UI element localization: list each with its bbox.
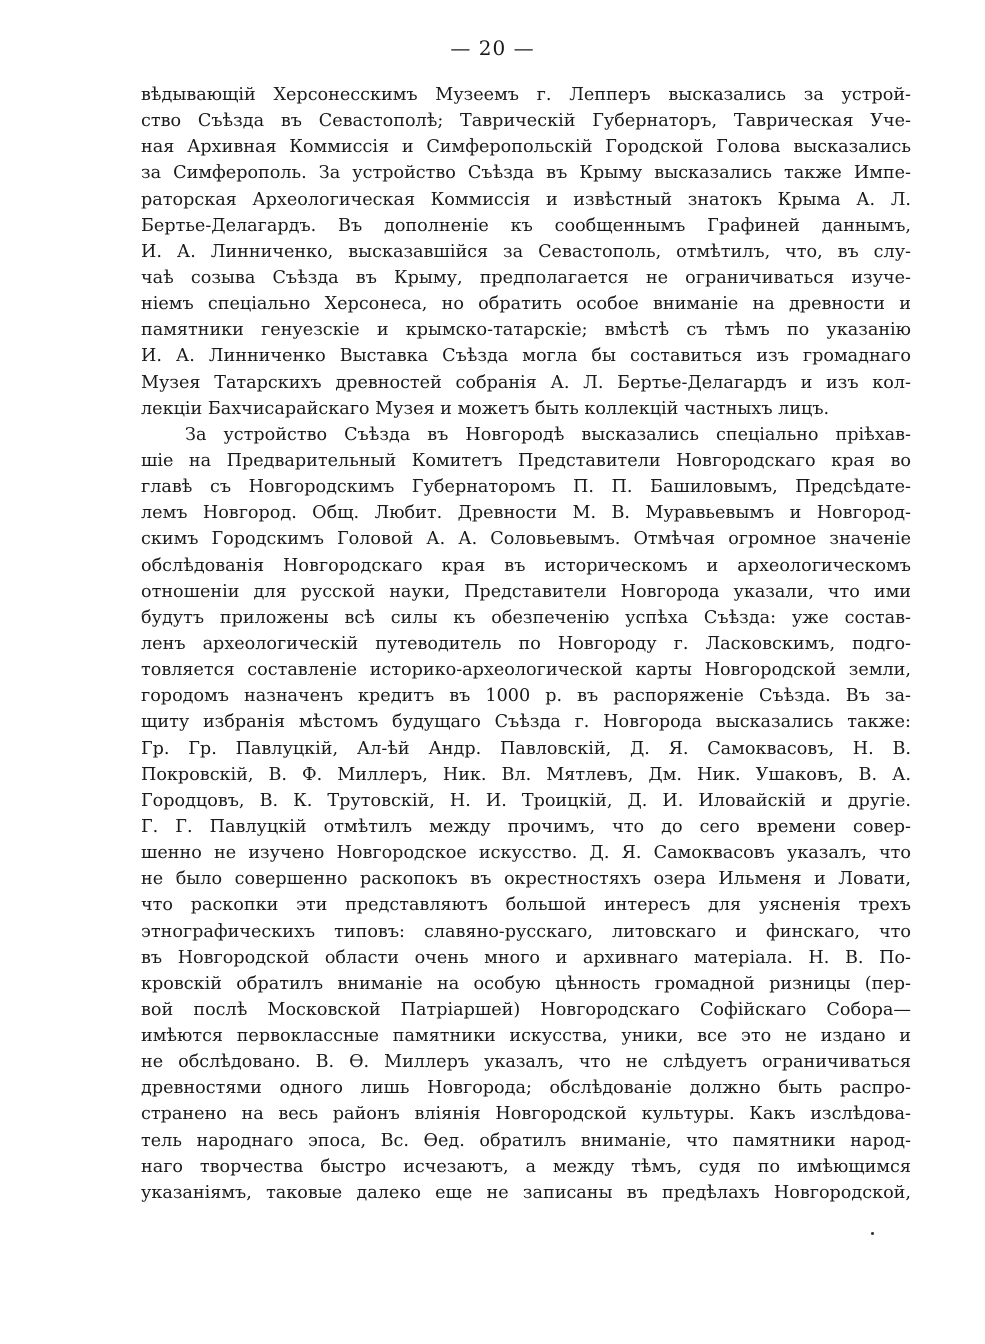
text-line: кровскій обратилъ вниманіе на особую цѣнность громадной ризницы (пер- (141, 973, 911, 994)
text-line: шенно не изучено Новгородское искусство. Д. Я. Самоквасовъ указалъ, что (141, 843, 911, 864)
text-line: Покровскій, В. Ф. Миллеръ, Ник. Вл. Мятлевъ, Дм. Ник. Ушаковъ, В. А. (141, 764, 911, 785)
text-line: товляется составленіе историко-археологической карты Новгородской земли, (141, 660, 911, 681)
text-line: Музея Татарскихъ древностей собранія А. Л. Бертье-Делагардъ и изъ кол- (141, 372, 911, 393)
text-line: ная Архивная Коммиссія и Симферопольскій Городской Голова высказались (141, 137, 911, 158)
text-line: ніемъ спеціально Херсонеса, но обратить особое вниманіе на древности и (141, 294, 911, 315)
text-line: обслѣдованія Новгородскаго края въ историческомъ и археологическомъ (141, 555, 911, 576)
text-line: вой послѣ Московской Патріаршей) Новгородскаго Софійскаго Собора— (141, 999, 911, 1020)
text-line: не обслѣдовано. В. Ѳ. Миллеръ указалъ, что не слѣдуетъ ограничиваться (141, 1052, 911, 1073)
text-line: ство Съѣзда въ Севастополѣ; Таврическій Губернаторъ, Таврическая Уче- (141, 111, 911, 132)
text-line: отношеніи для русской науки, Представители Новгорода указали, что ими (141, 581, 911, 602)
text-line: въ Новгородской области очень много и архивнаго матеріала. Н. В. По- (141, 947, 911, 968)
text-line: Г. Г. Павлуцкій отмѣтилъ между прочимъ, что до сего времени совер- (141, 816, 911, 837)
text-line: И. А. Линниченко, высказавшійся за Севастополь, отмѣтилъ, что, въ слу- (141, 241, 911, 262)
text-line: За устройство Съѣзда въ Новгородѣ высказались спеціально пріѣхав- (185, 424, 911, 445)
text-line: наго творчества быстро исчезаютъ, а между тѣмъ, судя по имѣющимся (141, 1156, 911, 1177)
text-line: городомъ назначенъ кредитъ въ 1000 р. въ распоряженіе Съѣзда. Въ за- (141, 686, 911, 707)
text-line: этнографическихъ типовъ: славяно-русскаго, литовскаго и финскаго, что (141, 921, 911, 942)
text-line: Гр. Гр. Павлуцкій, Ал-ѣй Андр. Павловскій, Д. Я. Самоквасовъ, Н. В. (141, 738, 911, 759)
text-line: что раскопки эти представляютъ большой интересъ для уясненія трехъ (141, 895, 911, 916)
text-line: чаѣ созыва Съѣзда въ Крыму, предполагается не ограничиваться изуче- (141, 267, 911, 288)
text-line: имѣются первоклассные памятники искусства, уники, все это не издано и (141, 1026, 911, 1047)
page-number: — 20 — (450, 36, 535, 60)
paragraph (141, 422, 911, 1206)
text-line: Городцовъ, В. К. Трутовскій, Н. И. Троицкій, Д. И. Иловайскій и другіе. (141, 790, 911, 811)
text-line: не было совершенно раскопокъ въ окрестностяхъ озера Ильменя и Ловати, (141, 869, 911, 890)
text-line: древностями одного лишь Новгорода; обслѣдованіе должно быть распро- (141, 1078, 911, 1099)
text-line: памятники генуезскіе и крымско-татарскіе; вмѣстѣ съ тѣмъ по указанію (141, 320, 911, 341)
text-line: раторская Археологическая Коммиссія и извѣстный знатокъ Крыма А. Л. (141, 189, 911, 210)
text-line: ленъ археологическій путеводитель по Новгороду г. Ласковскимъ, подго- (141, 633, 911, 654)
text-line: скимъ Городскимъ Головой А. А. Соловьевымъ. Отмѣчая огромное значеніе (141, 529, 911, 550)
text-line: будутъ приложены всѣ силы къ обезпеченію успѣха Съѣзда: уже состав- (141, 607, 911, 628)
text-line: И. А. Линниченко Выставка Съѣзда могла бы составиться изъ громаднаго (141, 346, 911, 367)
body-text (141, 82, 911, 1206)
paragraph (141, 82, 911, 422)
text-line: шіе на Предварительный Комитетъ Представители Новгородскаго края во (141, 450, 911, 471)
text-line: тель народнаго эпоса, Вс. Ѳед. обратилъ вниманіе, что памятники народ- (141, 1130, 911, 1151)
text-line: за Симферополь. За устройство Съѣзда въ Крыму высказались также Импе- (141, 163, 911, 184)
text-line: вѣдывающій Херсонесскимъ Музеемъ г. Лепперъ высказались за устрой- (141, 85, 911, 105)
text-line: лемъ Новгород. Общ. Любит. Древности М. В. Муравьевымъ и Новгород- (141, 503, 911, 524)
text-line: Бертье-Делагардъ. Въ дополненіе къ сообщеннымъ Графиней даннымъ, (141, 215, 911, 236)
text-line: лекціи Бахчисарайскаго Музея и можетъ быть коллекцій частныхъ лицъ. (141, 398, 830, 419)
text-line: странено на весь районъ вліянія Новгородской культуры. Какъ изслѣдова- (141, 1104, 911, 1125)
text-line: главѣ съ Новгородскимъ Губернаторомъ П. П. Башиловымъ, Предсѣдате- (141, 477, 911, 498)
text-line: указаніямъ, таковые далеко еще не записаны въ предѣлахъ Новгородской, (141, 1182, 911, 1203)
text-line: щиту избранія мѣстомъ будущаго Съѣзда г. Новгорода высказались также: (141, 712, 911, 733)
print-speck (871, 1232, 874, 1235)
